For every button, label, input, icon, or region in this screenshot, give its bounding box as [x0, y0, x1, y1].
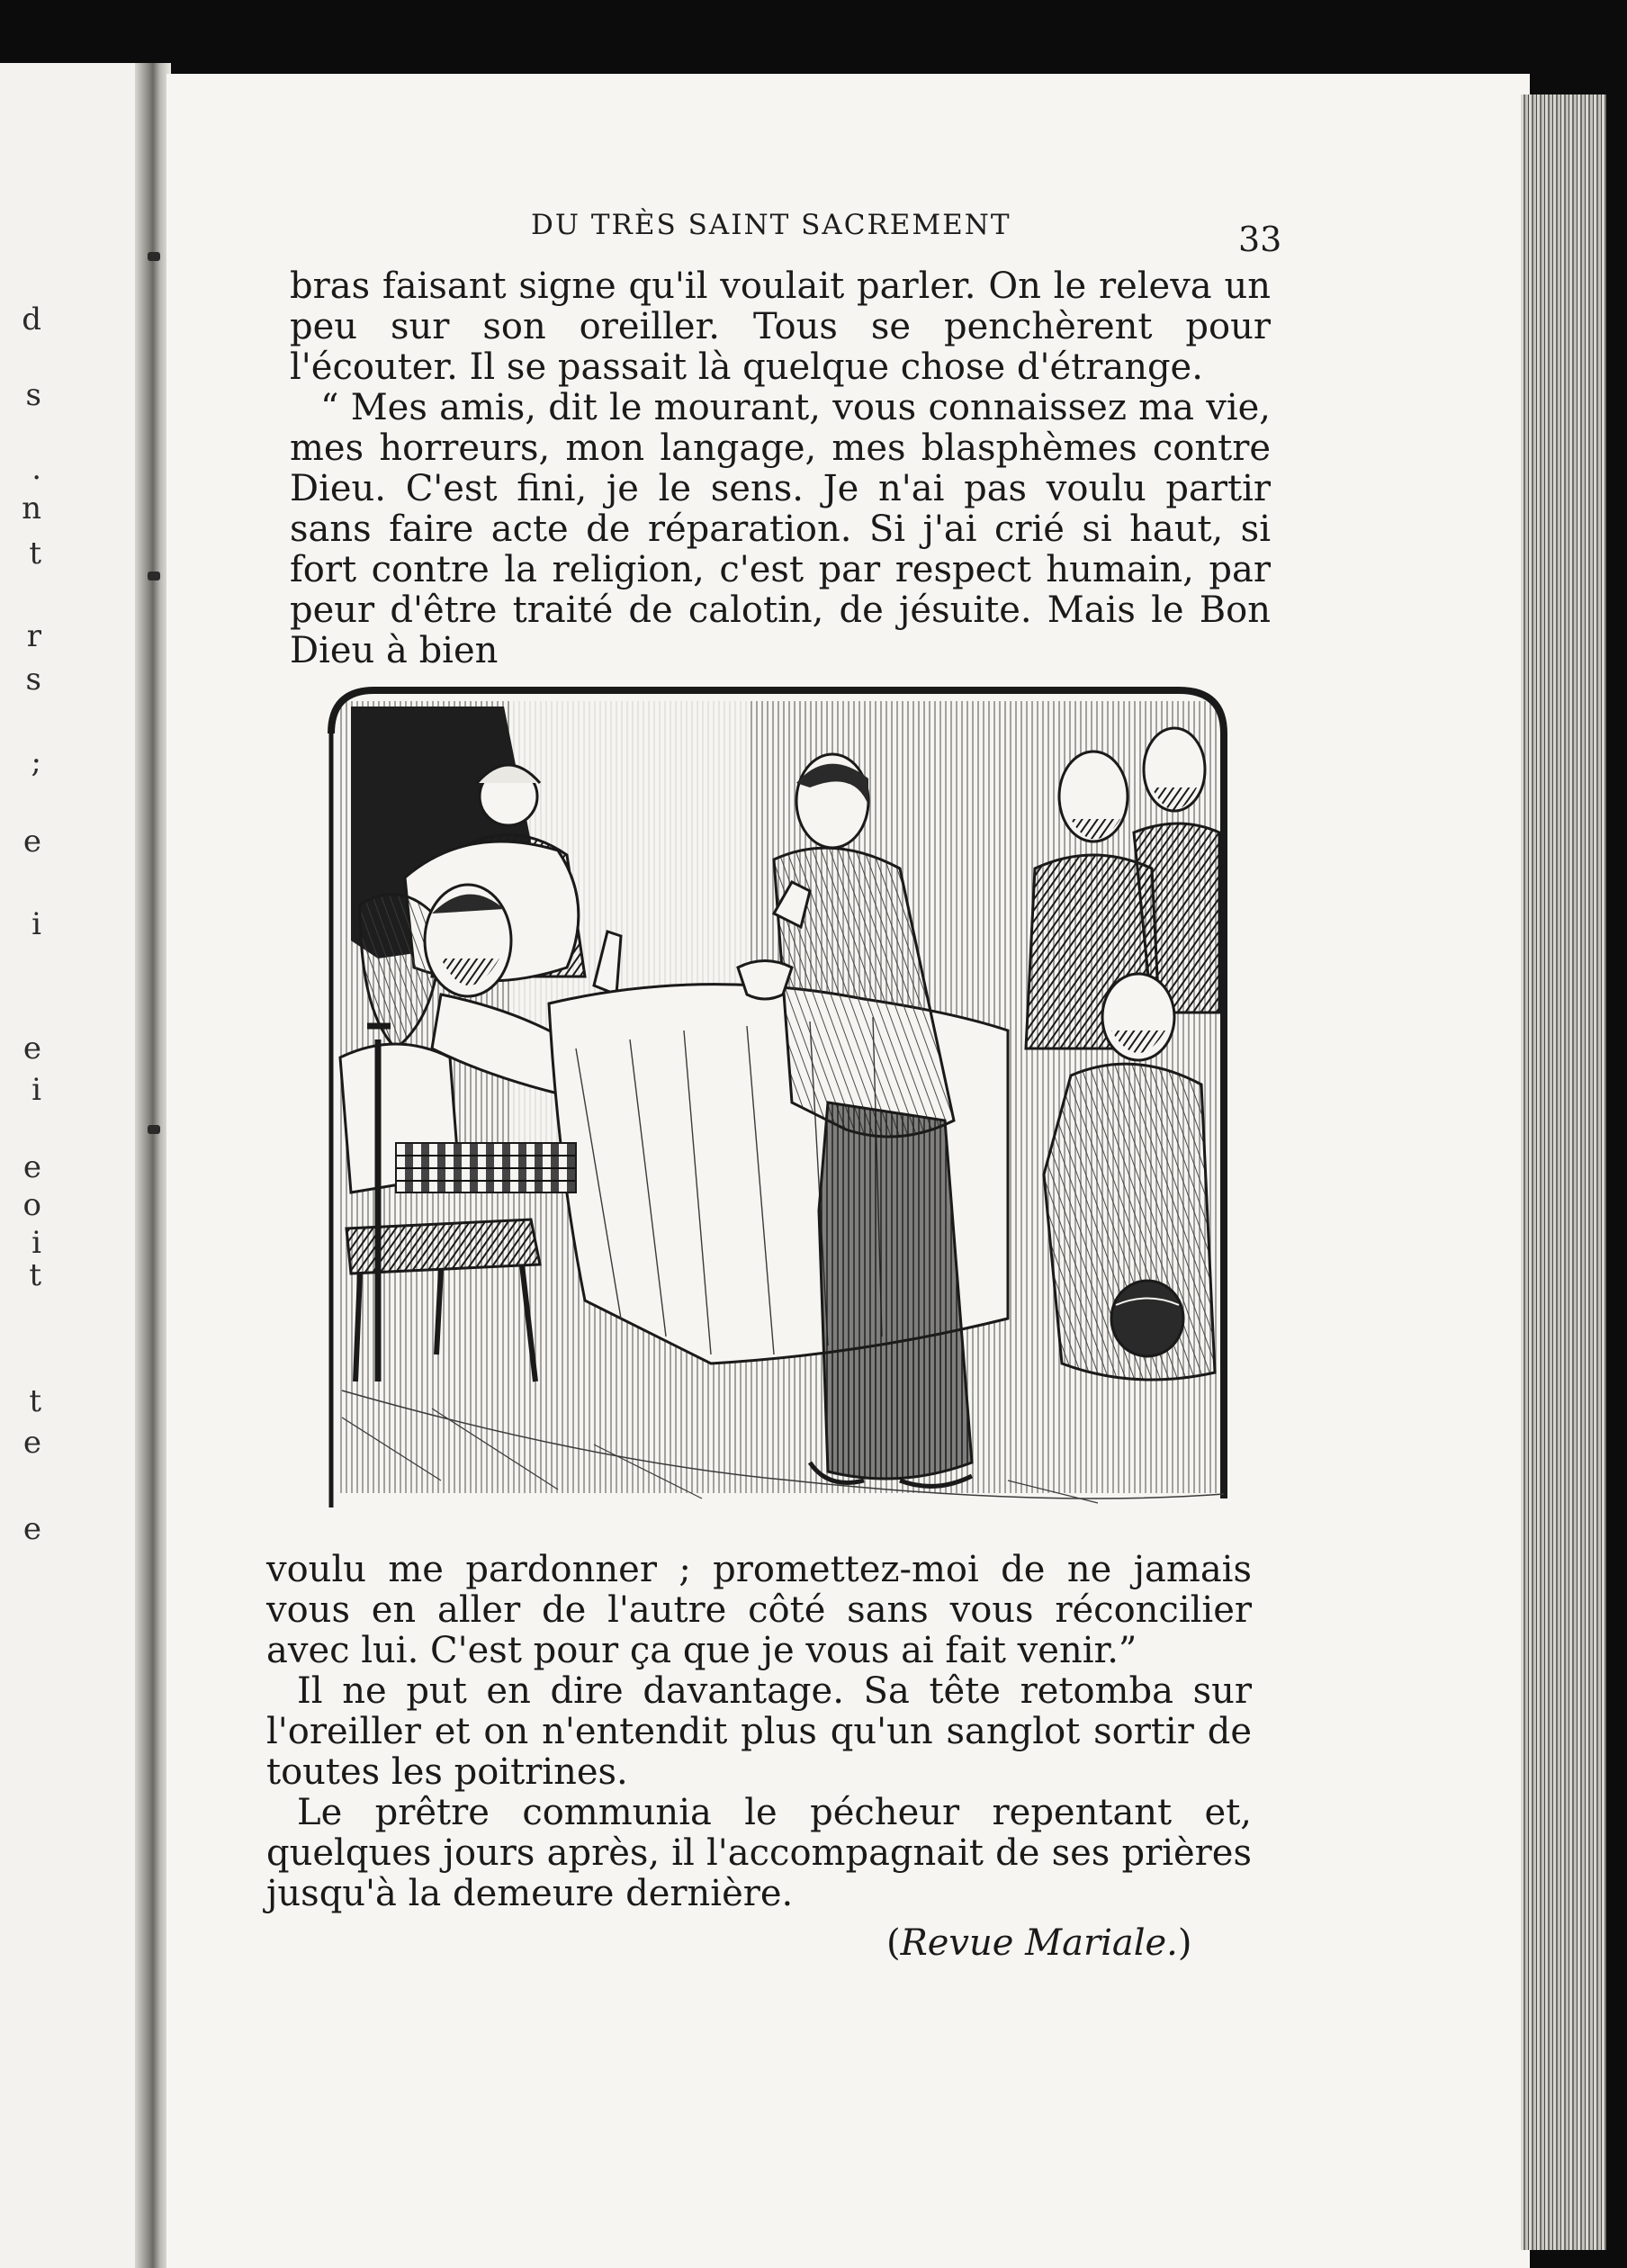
left-fragment: i: [31, 1072, 41, 1108]
text-after-illustration: [266, 1550, 1252, 1914]
left-fragment: t: [29, 536, 41, 572]
citation-open-paren: (: [886, 1922, 901, 1964]
left-fragment: d: [22, 302, 41, 338]
left-fragment: e: [22, 1425, 41, 1461]
citation-title: Revue Mariale.: [900, 1922, 1178, 1964]
paragraph: Le prêtre communia le pécheur repentant et, quelques jours après, il l'accompagnait de ses prières jusqu'à la demeure dernière.: [266, 1792, 1252, 1914]
left-fragment: e: [22, 1030, 41, 1066]
text-before-illustration: [290, 266, 1271, 671]
paragraph: bras faisant signe qu'il voulait parler. On le releva un peu sur son oreiller. Tous se penchèrent pour l'écouter. Il se passait là quelque chose d'étrange.: [290, 266, 1271, 388]
left-fragment: i: [31, 1225, 41, 1261]
left-fragment: .: [31, 451, 41, 487]
left-fragment: e: [22, 824, 41, 860]
left-fragment: ;: [31, 744, 41, 780]
left-fragment: e: [22, 1149, 41, 1185]
left-page: [0, 63, 157, 2268]
left-fragment: s: [25, 377, 41, 413]
binding-thread-icon: [148, 252, 160, 261]
left-fragment: t: [29, 1257, 41, 1293]
book-gutter: [135, 63, 171, 2268]
left-page-text-fragments: [0, 63, 54, 2268]
left-fragment: t: [29, 1383, 41, 1419]
paragraph: Il ne put en dire davantage. Sa tête retomba sur l'oreiller et on n'entendit plus qu'un sanglot sortir de toutes les poitrines.: [266, 1670, 1252, 1793]
paragraph: voulu me pardonner ; promettez-moi de ne jamais vous en aller de l'autre côté sans vous réconcilier avec lui. C'est pour ça que je vous ai fait venir.”: [266, 1549, 1252, 1671]
citation-close-paren: ): [1177, 1922, 1192, 1964]
binding-thread-icon: [148, 572, 160, 580]
left-fragment: s: [25, 662, 41, 698]
binding-thread-icon: [148, 1125, 160, 1134]
paragraph: “ Mes amis, dit le mourant, vous connaissez ma vie, mes horreurs, mon langage, mes blasphèmes contre Dieu. C'est fini, je le sens. Je n'ai pas voulu partir sans faire acte de réparation. Si j'ai crié si haut, si fort contre la religion, c'est par respect humain, par peur d'être traité de calotin, de jésuite. Mais le Bon Dieu à bien: [290, 387, 1271, 671]
left-fragment: o: [22, 1187, 41, 1223]
left-fragment: e: [22, 1511, 41, 1547]
deathbed-engraving: [324, 670, 1246, 1521]
page-edges: [1521, 94, 1606, 2250]
running-head: DU TRÈS SAINT SACREMENT: [531, 209, 1011, 241]
left-fragment: i: [31, 906, 41, 942]
source-citation: [886, 1922, 1192, 1964]
left-fragment: r: [26, 618, 41, 654]
page-number: 33: [1238, 220, 1282, 259]
left-fragment: n: [22, 490, 41, 526]
